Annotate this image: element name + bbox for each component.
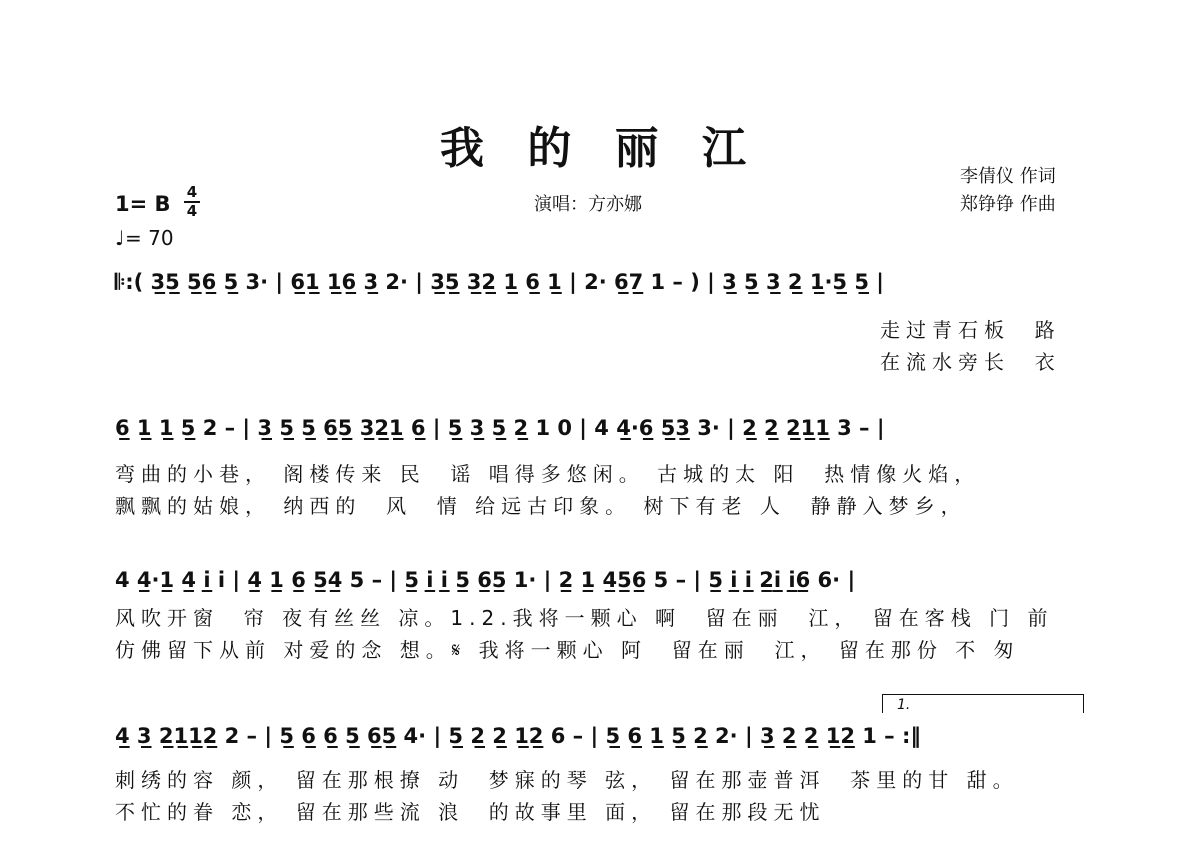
quarter-note-icon: ♩ — [115, 226, 125, 250]
notation-row-1: 𝄆:( 3̲5̲ 5̲6̲ 5̲ 3· | 6̲1̲ 1̲6̲ 3̲ 2· | 3̲5̲ 3̲2̲ 1̲ 6̲ 1̲ | 2· 6̲7̲ 1 – ) | 3̲ 5̲ 3̲ 2̲ 1̲·5̲ 5̲ | — [115, 270, 884, 294]
time-signature-top: 4 — [186, 183, 198, 201]
volta-label: 1. — [897, 697, 911, 713]
composer-credit: 郑铮铮 作曲 — [960, 194, 1056, 215]
lyric-row-4-verse-1: 刺绣的容 颜， 留在那根撩 动 梦寐的琴 弦， 留在那壶普洱 茶里的甘 甜。 — [115, 768, 1019, 792]
notation-row-3: 4 4̲·1̲ 4̲ i̲ i | 4̲ 1̲ 6̲ 5̲4̲ 5 – | 5̲ i̲ i̲ 5̲ 6̲5̲ 1· | 2̲ 1̲ 4̲5̲6̲ 5 – | 5̲ i̲ i̲ 2̲i̲ i̲6̲ 6· | — [115, 568, 856, 592]
tempo-value: = 70 — [125, 226, 174, 250]
time-signature — [184, 184, 200, 220]
singer-credit: 演唱：方亦娜 — [534, 194, 642, 215]
song-title: 我 的 丽 江 — [440, 123, 760, 174]
time-signature-bottom: 4 — [186, 202, 198, 220]
lyricist-credit: 李倩仪 作词 — [960, 166, 1056, 187]
lyric-row-3-verse-2: 仿佛留下从前 对爱的念 想。𝄋 我将一颗心 阿 留在丽 江， 留在那份 不 匆 — [115, 638, 1020, 662]
lyric-row-3-verse-1: 风吹开窗 帘 夜有丝丝 凉。1.2.我将一颗心 啊 留在丽 江， 留在客栈 门 前 — [115, 606, 1054, 630]
lyric-row-1-verse-2: 在流水旁长 衣 — [880, 350, 1061, 374]
notation-row-4: 4̲ 3̲ 2̲1̲1̲2̲ 2 – | 5̲ 6̲ 6̲ 5̲ 6̲5̲ 4· | 5̲ 2̲ 2̲ 1̲2̲ 6 – | 5̲ 6̲ 1̲ 5̲ 2̲ 2· | 3̲ 2̲ 2̲ 1̲2̲ 1 – :‖ — [115, 724, 921, 748]
volta-bracket — [882, 694, 1084, 713]
lyric-row-2-verse-2: 飘飘的姑娘， 纳西的 风 情 给远古印象。 树下有老 人 静静入梦乡， — [115, 494, 967, 518]
notation-row-2: 6̲ 1̲ 1̲ 5̲ 2 – | 3̲ 5̲ 5̲ 6̲5̲ 3̲2̲1̲ 6̲ | 5̲ 3̲ 5̲ 2̲ 1 0 | 4 4̲·6̲ 5̲3̲ 3· | 2̲ 2̲ 2̲1̲1̲ 3 – | — [115, 416, 885, 440]
key-signature: 1= B — [115, 192, 171, 216]
tempo-marking — [115, 226, 174, 250]
lyric-row-1-verse-1: 走过青石板 路 — [880, 318, 1061, 342]
lyric-row-4-verse-2: 不忙的眷 恋， 留在那些流 浪 的故事里 面， 留在那段无忧 — [115, 800, 826, 824]
lyric-row-2-verse-1: 弯曲的小巷， 阁楼传来 民 谣 唱得多悠闲。 古城的太 阳 热情像火焰， — [115, 462, 981, 486]
